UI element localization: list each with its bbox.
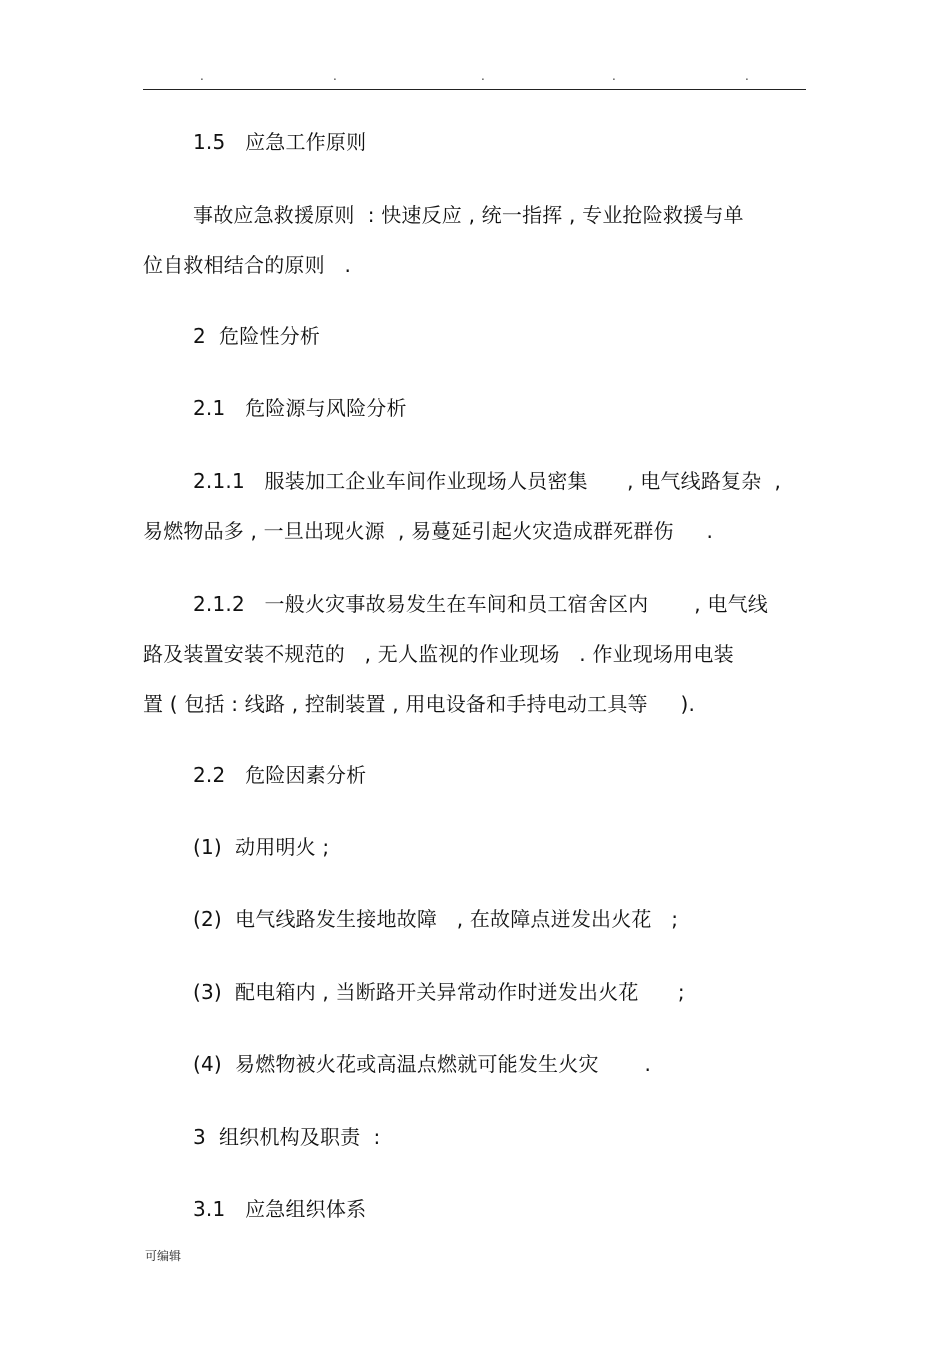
header-dot: .: [745, 69, 749, 83]
header-dot: .: [200, 69, 204, 83]
header-dot: .: [481, 69, 485, 83]
paragraph-line: 位自救相结合的原则 .: [143, 253, 352, 277]
section-heading-2-1: 2.1 危险源与风险分析: [193, 396, 407, 420]
header-rule: [143, 89, 806, 90]
paragraph-line: 事故应急救援原则 : 快速反应 , 统一指挥 , 专业抢险救援与单: [193, 203, 744, 227]
header-dot: .: [612, 69, 616, 83]
section-heading-2-2: 2.2 危险因素分析: [193, 763, 367, 787]
paragraph-line: 路及装置安装不规范的 , 无人监视的作业现场 . 作业现场用电装: [143, 642, 734, 666]
section-heading-3: 3 组织机构及职责 :: [193, 1125, 381, 1149]
paragraph-line: 易燃物品多 , 一旦出现火源 , 易蔓延引起火灾造成群死群伤 .: [143, 519, 714, 543]
list-item: (3) 配电箱内 , 当断路开关异常动作时迸发出火花 ;: [193, 980, 685, 1004]
header-dot: .: [333, 69, 337, 83]
list-item: (2) 电气线路发生接地故障 , 在故障点迸发出火花 ;: [193, 907, 679, 931]
list-item: (1) 动用明火 ;: [193, 835, 330, 859]
paragraph-line: 2.1.1 服装加工企业车间作业现场人员密集 , 电气线路复杂 ,: [193, 469, 782, 493]
paragraph-line: 2.1.2 一般火灾事故易发生在车间和员工宿舍区内 , 电气线: [193, 592, 768, 616]
paragraph-line: 置 ( 包括 : 线路 , 控制装置 , 用电设备和手持电动工具等 ).: [143, 692, 696, 716]
footer-label: 可编辑: [145, 1249, 182, 1263]
section-heading-3-1: 3.1 应急组织体系: [193, 1197, 367, 1221]
list-item: (4) 易燃物被火花或高温点燃就可能发生火灾 .: [193, 1052, 652, 1076]
section-heading-2: 2 危险性分析: [193, 324, 321, 348]
section-heading-1-5: 1.5 应急工作原则: [193, 130, 367, 154]
